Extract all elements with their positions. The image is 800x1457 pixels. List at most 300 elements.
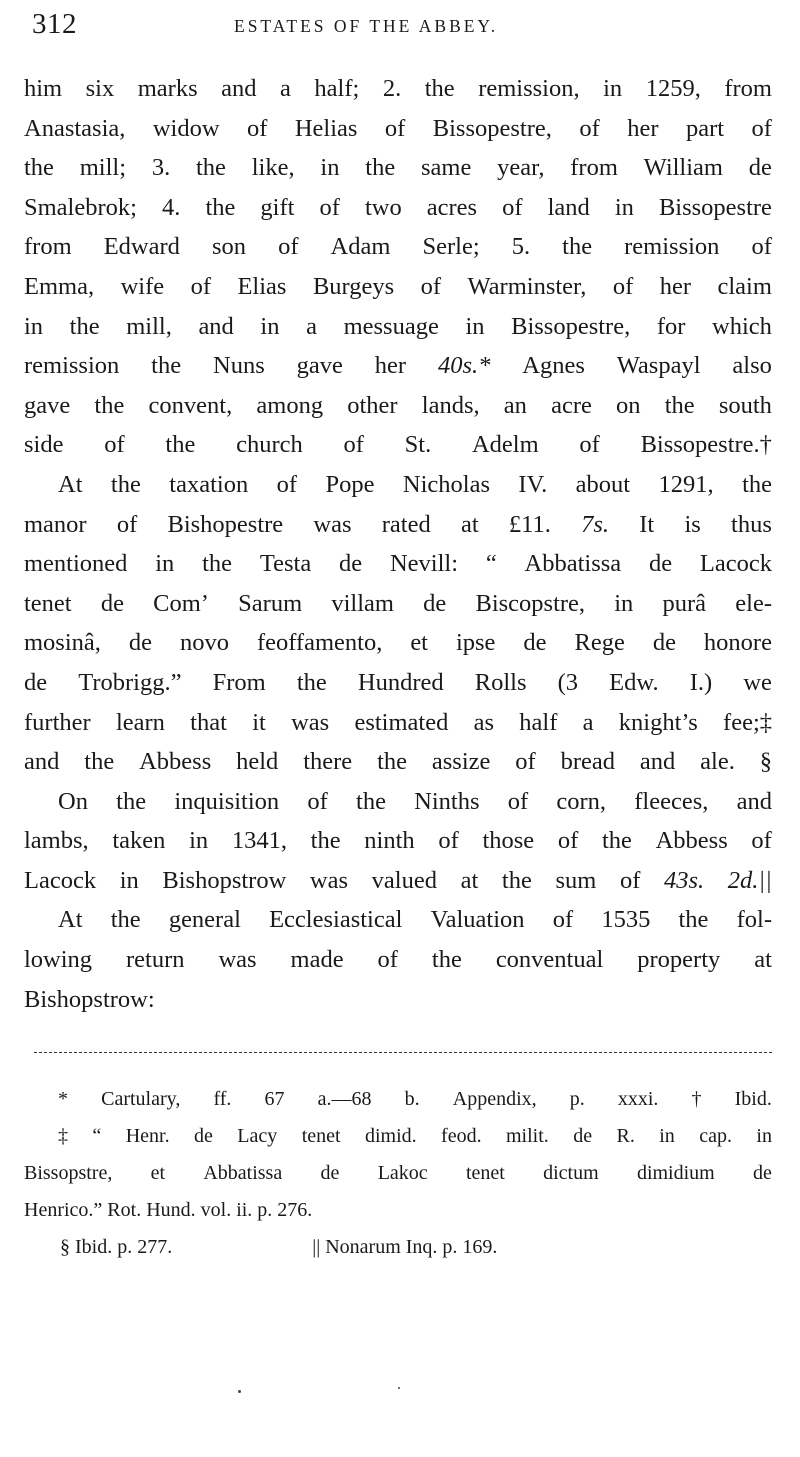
word: land bbox=[547, 193, 590, 221]
word: novo bbox=[179, 629, 229, 657]
word: the bbox=[601, 827, 632, 855]
word: dimid. bbox=[364, 1125, 417, 1147]
word: St. bbox=[404, 431, 432, 459]
text-line bbox=[24, 75, 772, 115]
word: taken bbox=[112, 827, 166, 855]
word: at bbox=[460, 866, 479, 894]
word: 43s. bbox=[663, 866, 705, 894]
word: remission bbox=[624, 233, 720, 261]
word: further bbox=[24, 708, 91, 736]
word: remission bbox=[24, 352, 120, 380]
word: (3 bbox=[557, 668, 579, 696]
word: half; bbox=[314, 75, 360, 102]
word: of bbox=[307, 787, 328, 815]
word: was bbox=[291, 708, 330, 736]
word: the bbox=[94, 391, 125, 419]
word: in bbox=[465, 312, 485, 340]
word: acre bbox=[551, 391, 592, 419]
text-line bbox=[24, 590, 772, 630]
word: the bbox=[431, 946, 462, 974]
word: feoffamento, bbox=[256, 629, 383, 657]
word: “ bbox=[92, 1125, 102, 1147]
word: in bbox=[614, 193, 634, 221]
word: ale. bbox=[700, 748, 735, 776]
word: Biscopstre, bbox=[475, 589, 586, 617]
word: half bbox=[519, 708, 558, 736]
word: mill; bbox=[79, 154, 127, 182]
word: On bbox=[58, 787, 88, 815]
text-line bbox=[24, 194, 772, 234]
word: mill, bbox=[126, 312, 172, 340]
word: other bbox=[347, 391, 398, 419]
word: messuage bbox=[343, 312, 439, 340]
word: made bbox=[290, 946, 344, 974]
word: et bbox=[150, 1162, 166, 1184]
word: Ecclesiastical bbox=[269, 906, 403, 934]
word: wife bbox=[120, 272, 165, 300]
word: † bbox=[691, 1088, 702, 1110]
word: of bbox=[384, 114, 406, 142]
text-line bbox=[24, 709, 772, 749]
word: R. bbox=[616, 1125, 635, 1147]
word: 1341, bbox=[231, 827, 287, 855]
text-line bbox=[24, 946, 772, 986]
word: knight’s bbox=[618, 708, 698, 736]
word: de bbox=[128, 629, 152, 657]
word: an bbox=[503, 391, 527, 419]
word: in bbox=[603, 75, 623, 102]
running-header bbox=[26, 8, 776, 42]
word: ‡ bbox=[58, 1125, 68, 1147]
word: 2d.|| bbox=[727, 866, 772, 894]
word: 7s. bbox=[581, 510, 609, 538]
word: claim bbox=[717, 272, 772, 300]
word: among bbox=[256, 391, 324, 419]
word: we bbox=[743, 668, 772, 696]
word: corn, bbox=[556, 787, 607, 815]
word: lambs, bbox=[24, 827, 89, 855]
word: widow bbox=[152, 114, 220, 142]
word: Serle; bbox=[422, 233, 480, 261]
text-line bbox=[24, 867, 772, 907]
word: lands, bbox=[421, 391, 480, 419]
text-line bbox=[24, 629, 772, 669]
word: 4. bbox=[162, 193, 181, 221]
word: Abbess bbox=[655, 827, 728, 855]
word: et bbox=[410, 629, 428, 657]
text-line bbox=[24, 352, 772, 392]
word: the bbox=[501, 866, 532, 894]
word: of bbox=[104, 431, 125, 459]
word: Smalebrok; bbox=[24, 193, 137, 221]
word: Bishopestre bbox=[167, 510, 284, 538]
word: of bbox=[246, 114, 268, 142]
word: gift bbox=[260, 193, 295, 221]
word: assize bbox=[431, 748, 491, 776]
word: the bbox=[562, 233, 593, 261]
footnote-2-end: Henrico.” Rot. Hund. vol. ii. p. 276. bbox=[24, 1199, 313, 1221]
text-line bbox=[24, 273, 772, 313]
word: him bbox=[24, 75, 63, 102]
word: as bbox=[473, 708, 495, 736]
word: from bbox=[570, 154, 618, 182]
word: 1291, bbox=[658, 470, 714, 498]
word: the bbox=[296, 668, 327, 696]
word: of bbox=[751, 827, 772, 855]
word: on bbox=[616, 391, 641, 419]
word: the bbox=[365, 154, 396, 182]
word: of bbox=[557, 827, 579, 855]
word: ff. bbox=[213, 1088, 232, 1110]
word: Com’ bbox=[153, 589, 209, 617]
word: Ninths bbox=[414, 787, 480, 815]
word: convent, bbox=[148, 391, 233, 419]
word: side bbox=[24, 431, 64, 459]
word: return bbox=[126, 946, 185, 974]
word: the bbox=[69, 312, 100, 340]
word: Abbess bbox=[139, 748, 212, 776]
text-line bbox=[24, 392, 772, 432]
word: Rolls bbox=[474, 668, 527, 696]
word: Nicholas bbox=[402, 470, 490, 498]
word: Elias bbox=[237, 272, 287, 300]
word: Abbatissa bbox=[524, 550, 622, 578]
word: the bbox=[84, 748, 115, 776]
word: § bbox=[759, 748, 772, 776]
word: Ibid. bbox=[734, 1088, 772, 1110]
word: the bbox=[310, 827, 341, 855]
word: Edward bbox=[103, 233, 180, 261]
word: in bbox=[189, 827, 209, 855]
word: de bbox=[748, 154, 772, 182]
word: dictum bbox=[543, 1162, 599, 1184]
word: 67 bbox=[264, 1088, 285, 1110]
word: It bbox=[639, 510, 655, 538]
word: 40s.* bbox=[437, 352, 491, 380]
word: like, bbox=[251, 154, 295, 182]
word: mosinâ, bbox=[24, 629, 101, 657]
word: honore bbox=[703, 629, 772, 657]
word: taxation bbox=[169, 470, 249, 498]
word: de bbox=[194, 1125, 213, 1147]
word: her bbox=[627, 114, 659, 142]
word: Anastasia, bbox=[24, 114, 126, 142]
word: the bbox=[202, 550, 233, 578]
text-line bbox=[24, 669, 772, 709]
word: the bbox=[196, 154, 226, 182]
word: 2. bbox=[382, 75, 402, 102]
word: valued bbox=[371, 866, 437, 894]
word: Bissopestre bbox=[658, 193, 772, 221]
word: of bbox=[502, 193, 523, 221]
word: de bbox=[753, 1162, 772, 1184]
word: cap. bbox=[699, 1125, 732, 1147]
footnote-rule bbox=[34, 1052, 772, 1053]
word: in bbox=[320, 154, 340, 182]
word: rated bbox=[381, 510, 431, 538]
word: Bissopstre, bbox=[24, 1162, 113, 1184]
word: six bbox=[85, 75, 115, 102]
word: £11. bbox=[508, 510, 551, 538]
word: also bbox=[732, 352, 772, 380]
running-title: ESTATES OF THE ABBEY. bbox=[234, 16, 499, 36]
word: de bbox=[24, 668, 48, 696]
word: of bbox=[515, 748, 536, 776]
word: and bbox=[639, 748, 676, 776]
text-line bbox=[24, 233, 772, 273]
word: At bbox=[58, 906, 83, 934]
footnote-4: || Nonarum Inq. p. 169. bbox=[312, 1236, 498, 1258]
word: Bissopestre, bbox=[432, 114, 552, 142]
word: of bbox=[319, 193, 340, 221]
word: from bbox=[724, 75, 772, 102]
word: de bbox=[423, 589, 447, 617]
word: the bbox=[205, 193, 236, 221]
word: tenet bbox=[465, 1162, 505, 1184]
text-line bbox=[24, 748, 772, 788]
word: From bbox=[212, 668, 266, 696]
word: the bbox=[377, 748, 407, 776]
word: Bishopstrow bbox=[162, 866, 287, 894]
word: Pope bbox=[325, 470, 375, 498]
word: Adam bbox=[330, 233, 391, 261]
word: her bbox=[374, 352, 407, 380]
word: 1535 bbox=[601, 906, 651, 934]
word: Burgeys bbox=[312, 272, 395, 300]
word: Henr. bbox=[125, 1125, 170, 1147]
word: general bbox=[168, 906, 241, 934]
text-line bbox=[24, 471, 772, 511]
word: of bbox=[377, 946, 398, 974]
word: estimated bbox=[354, 708, 449, 736]
word: Edw. bbox=[609, 668, 659, 696]
footnote-2 bbox=[24, 1125, 772, 1157]
word: conventual bbox=[495, 946, 604, 974]
word: Bissopestre, bbox=[511, 312, 631, 340]
word: in bbox=[119, 866, 139, 894]
word: gave bbox=[296, 352, 343, 380]
word: that bbox=[190, 708, 227, 736]
word: those bbox=[482, 827, 535, 855]
word: in bbox=[614, 589, 634, 617]
word: purâ bbox=[662, 589, 707, 617]
word: the bbox=[424, 75, 455, 102]
word: south bbox=[718, 391, 772, 419]
word: bread bbox=[560, 748, 616, 776]
word: which bbox=[712, 312, 772, 340]
word: was bbox=[309, 866, 349, 894]
word: same bbox=[421, 154, 472, 182]
word: is bbox=[684, 510, 701, 538]
word: and bbox=[24, 748, 60, 776]
word: Agnes bbox=[522, 352, 585, 380]
word: ele- bbox=[735, 589, 772, 617]
word: there bbox=[303, 748, 353, 776]
word: for bbox=[656, 312, 686, 340]
word: of bbox=[751, 114, 772, 142]
footnote-3: § Ibid. p. 277. bbox=[60, 1236, 173, 1258]
word: 1259, bbox=[645, 75, 701, 102]
word: villam bbox=[331, 589, 394, 617]
word: of bbox=[507, 787, 529, 815]
word: in bbox=[155, 550, 175, 578]
word: son bbox=[211, 233, 246, 261]
word: of bbox=[276, 470, 298, 498]
word: it bbox=[252, 708, 266, 736]
word: tenet bbox=[301, 1125, 341, 1147]
word: Lacock bbox=[24, 866, 97, 894]
word: and bbox=[736, 787, 772, 815]
word: “ bbox=[485, 550, 497, 578]
word: Bissopestre.† bbox=[640, 431, 772, 459]
word: of bbox=[420, 272, 442, 300]
text-line bbox=[24, 788, 772, 828]
word: ipse bbox=[455, 629, 496, 657]
word: of bbox=[619, 866, 641, 894]
word: the bbox=[165, 431, 196, 459]
text-line bbox=[24, 313, 772, 353]
footnote-2-cont bbox=[24, 1162, 772, 1194]
word: of bbox=[579, 431, 600, 459]
word: de bbox=[648, 550, 673, 578]
word: a bbox=[582, 708, 594, 736]
word: the bbox=[116, 787, 147, 815]
text-line bbox=[24, 431, 772, 471]
word: of bbox=[438, 827, 459, 855]
word: was bbox=[313, 510, 352, 538]
word: Bishopstrow: bbox=[24, 985, 155, 1013]
text-line bbox=[24, 550, 772, 590]
word: Abbatissa bbox=[203, 1162, 283, 1184]
word: fleeces, bbox=[634, 787, 709, 815]
word: part bbox=[685, 114, 725, 142]
word: of bbox=[343, 431, 364, 459]
word: Rege bbox=[574, 629, 625, 657]
word: Nevill: bbox=[389, 550, 459, 578]
word: the bbox=[151, 352, 182, 380]
word: fee;‡ bbox=[723, 708, 772, 736]
word: Emma, bbox=[24, 272, 95, 300]
word: her bbox=[659, 272, 691, 300]
word: in bbox=[24, 312, 44, 340]
word: the bbox=[110, 470, 141, 498]
text-line bbox=[24, 827, 772, 867]
word: in bbox=[756, 1125, 772, 1147]
word: Cartulary, bbox=[101, 1088, 181, 1110]
word: de bbox=[339, 550, 363, 578]
word: IV. bbox=[518, 470, 548, 498]
word: church bbox=[236, 431, 303, 459]
word: at bbox=[754, 946, 772, 974]
word: inquisition bbox=[174, 787, 280, 815]
word: Sarum bbox=[238, 589, 303, 617]
text-line bbox=[24, 154, 772, 194]
speck bbox=[238, 1390, 241, 1393]
page-number: 312 bbox=[32, 8, 77, 40]
word: manor bbox=[24, 510, 87, 538]
word: at bbox=[460, 510, 479, 538]
word: mentioned bbox=[24, 550, 128, 578]
word: de bbox=[523, 629, 547, 657]
text-line bbox=[24, 511, 772, 551]
word: marks bbox=[137, 75, 198, 102]
word: 3. bbox=[151, 154, 171, 182]
word: 5. bbox=[511, 233, 531, 261]
word: the bbox=[110, 906, 141, 934]
word: acres bbox=[426, 193, 478, 221]
footnotes-3-4 bbox=[24, 1236, 800, 1268]
word: was bbox=[218, 946, 257, 974]
word: milit. bbox=[506, 1125, 549, 1147]
word: of bbox=[612, 272, 634, 300]
text-line bbox=[24, 986, 772, 1026]
word: Waspayl bbox=[616, 352, 701, 380]
word: gave bbox=[24, 391, 71, 419]
word: Hundred bbox=[357, 668, 444, 696]
word: Trobrigg.” bbox=[78, 668, 182, 696]
word: in bbox=[659, 1125, 675, 1147]
word: and bbox=[198, 312, 234, 340]
word: At bbox=[58, 470, 83, 498]
word: Adelm bbox=[471, 431, 539, 459]
word: fol- bbox=[736, 906, 772, 934]
word: the bbox=[742, 470, 772, 498]
body-text bbox=[24, 75, 772, 1025]
word: I.) bbox=[689, 668, 713, 696]
word: Helias bbox=[294, 114, 358, 142]
word: p. bbox=[569, 1088, 585, 1110]
word: Appendix, bbox=[452, 1088, 537, 1110]
word: de bbox=[573, 1125, 593, 1147]
word: Valuation bbox=[430, 906, 525, 934]
word: de bbox=[320, 1162, 340, 1184]
word: held bbox=[236, 748, 279, 776]
word: property bbox=[637, 946, 721, 974]
word: Warminster, bbox=[467, 272, 587, 300]
word: about bbox=[575, 470, 631, 498]
word: xxxi. bbox=[617, 1088, 659, 1110]
word: sum bbox=[555, 866, 597, 894]
text-line bbox=[24, 115, 772, 155]
word: * bbox=[58, 1088, 68, 1110]
word: of bbox=[278, 233, 299, 261]
speck bbox=[398, 1387, 400, 1389]
word: lowing bbox=[24, 946, 93, 974]
word: in bbox=[260, 312, 280, 340]
word: Lacock bbox=[699, 550, 772, 578]
word: learn bbox=[115, 708, 165, 736]
word: de bbox=[100, 589, 124, 617]
word: and bbox=[221, 75, 257, 102]
word: the bbox=[24, 154, 54, 182]
word: remission, bbox=[478, 75, 580, 102]
footnote-1 bbox=[24, 1088, 772, 1120]
word: of bbox=[116, 510, 138, 538]
word: the bbox=[664, 391, 695, 419]
word: the bbox=[678, 906, 709, 934]
word: tenet bbox=[24, 589, 72, 617]
word: from bbox=[24, 233, 72, 261]
word: Lacy bbox=[237, 1125, 278, 1147]
word: William bbox=[643, 154, 723, 182]
word: the bbox=[356, 787, 386, 815]
word: Lakoc bbox=[377, 1162, 428, 1184]
word: of bbox=[751, 233, 772, 261]
word: de bbox=[652, 629, 676, 657]
word: dimidium bbox=[636, 1162, 715, 1184]
text-line bbox=[24, 906, 772, 946]
word: Nuns bbox=[213, 352, 265, 380]
